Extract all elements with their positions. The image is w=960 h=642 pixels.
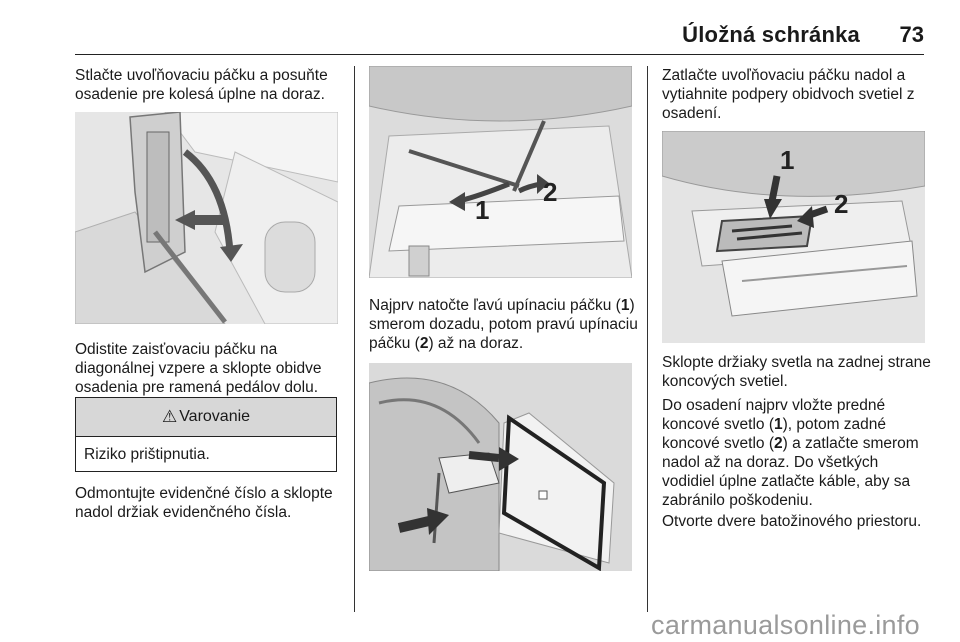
col2-ref-1: 1 xyxy=(620,297,630,314)
col2-text-a: Najprv natočte ľavú upínaciu páčku ( xyxy=(369,297,621,314)
col1-instruction-1: Stlačte uvoľňovaciu páčku a posuňte osadenie pre kolesá úplne na doraz. xyxy=(75,67,328,103)
figure-wheel-mount xyxy=(75,112,338,324)
fig4-label-1: 1 xyxy=(780,145,795,175)
col3-instruction-3 xyxy=(662,396,934,510)
col3-instruction-4: Otvorte dvere batožinového priestoru. xyxy=(662,513,922,530)
figure-clamping-levers xyxy=(369,66,632,278)
figure-light-holder xyxy=(369,363,632,571)
col3-instruction-1: Zatlačte uvoľňovaciu páčku nadol a vytiahnite podpery obidvoch svetiel z osadení. xyxy=(662,67,915,122)
warning-title: Varovanie xyxy=(179,408,251,425)
page-number: 73 xyxy=(899,22,924,47)
col2-instruction-1 xyxy=(369,296,641,353)
col2-text-b: ) smerom dozadu, potom pravú upínaciu páčku ( xyxy=(369,297,638,352)
warning-header xyxy=(76,398,336,437)
warning-icon: ⚠ xyxy=(161,407,178,426)
warning-box xyxy=(75,397,337,472)
col3-text-c: ) a zatlačte smerom nadol až na doraz. Do všetkých vodidiel úplne zatlačte káble, aby sa zabránilo poškodeniu. xyxy=(662,435,919,509)
column-divider-2 xyxy=(647,66,648,612)
col1-instruction-3: Odmontujte evidenčné číslo a sklopte nadol držiak evidenčného čísla. xyxy=(75,485,333,521)
col1-instruction-2: Odistite zaisťovaciu páčku na diagonálnej vzpere a sklopte obidve osadenia pre ramená pedálov dolu. xyxy=(75,341,322,396)
col3-instruction-2: Sklopte držiaky svetla na zadnej strane koncových svetiel. xyxy=(662,354,931,390)
col3-text-b: ), potom zadné koncové svetlo ( xyxy=(662,416,887,452)
watermark: carmanualsonline.info xyxy=(651,610,920,640)
fig2-label-1: 1 xyxy=(475,195,490,225)
col2-ref-2: 2 xyxy=(419,335,429,352)
column-divider-1 xyxy=(354,66,355,612)
figure-taillights xyxy=(662,131,925,343)
fig2-label-2: 2 xyxy=(543,177,558,207)
header-divider xyxy=(75,54,924,55)
col3-ref-1: 1 xyxy=(774,416,783,433)
fig4-label-2: 2 xyxy=(834,189,849,219)
col3-text-a: Do osadení najprv vložte predné koncové svetlo ( xyxy=(662,397,886,433)
page-title: Úložná schránka xyxy=(682,22,860,47)
col2-text-c: ) až na doraz. xyxy=(428,335,524,352)
warning-text: Riziko prištipnutia. xyxy=(84,446,210,463)
col3-ref-2: 2 xyxy=(774,435,783,452)
